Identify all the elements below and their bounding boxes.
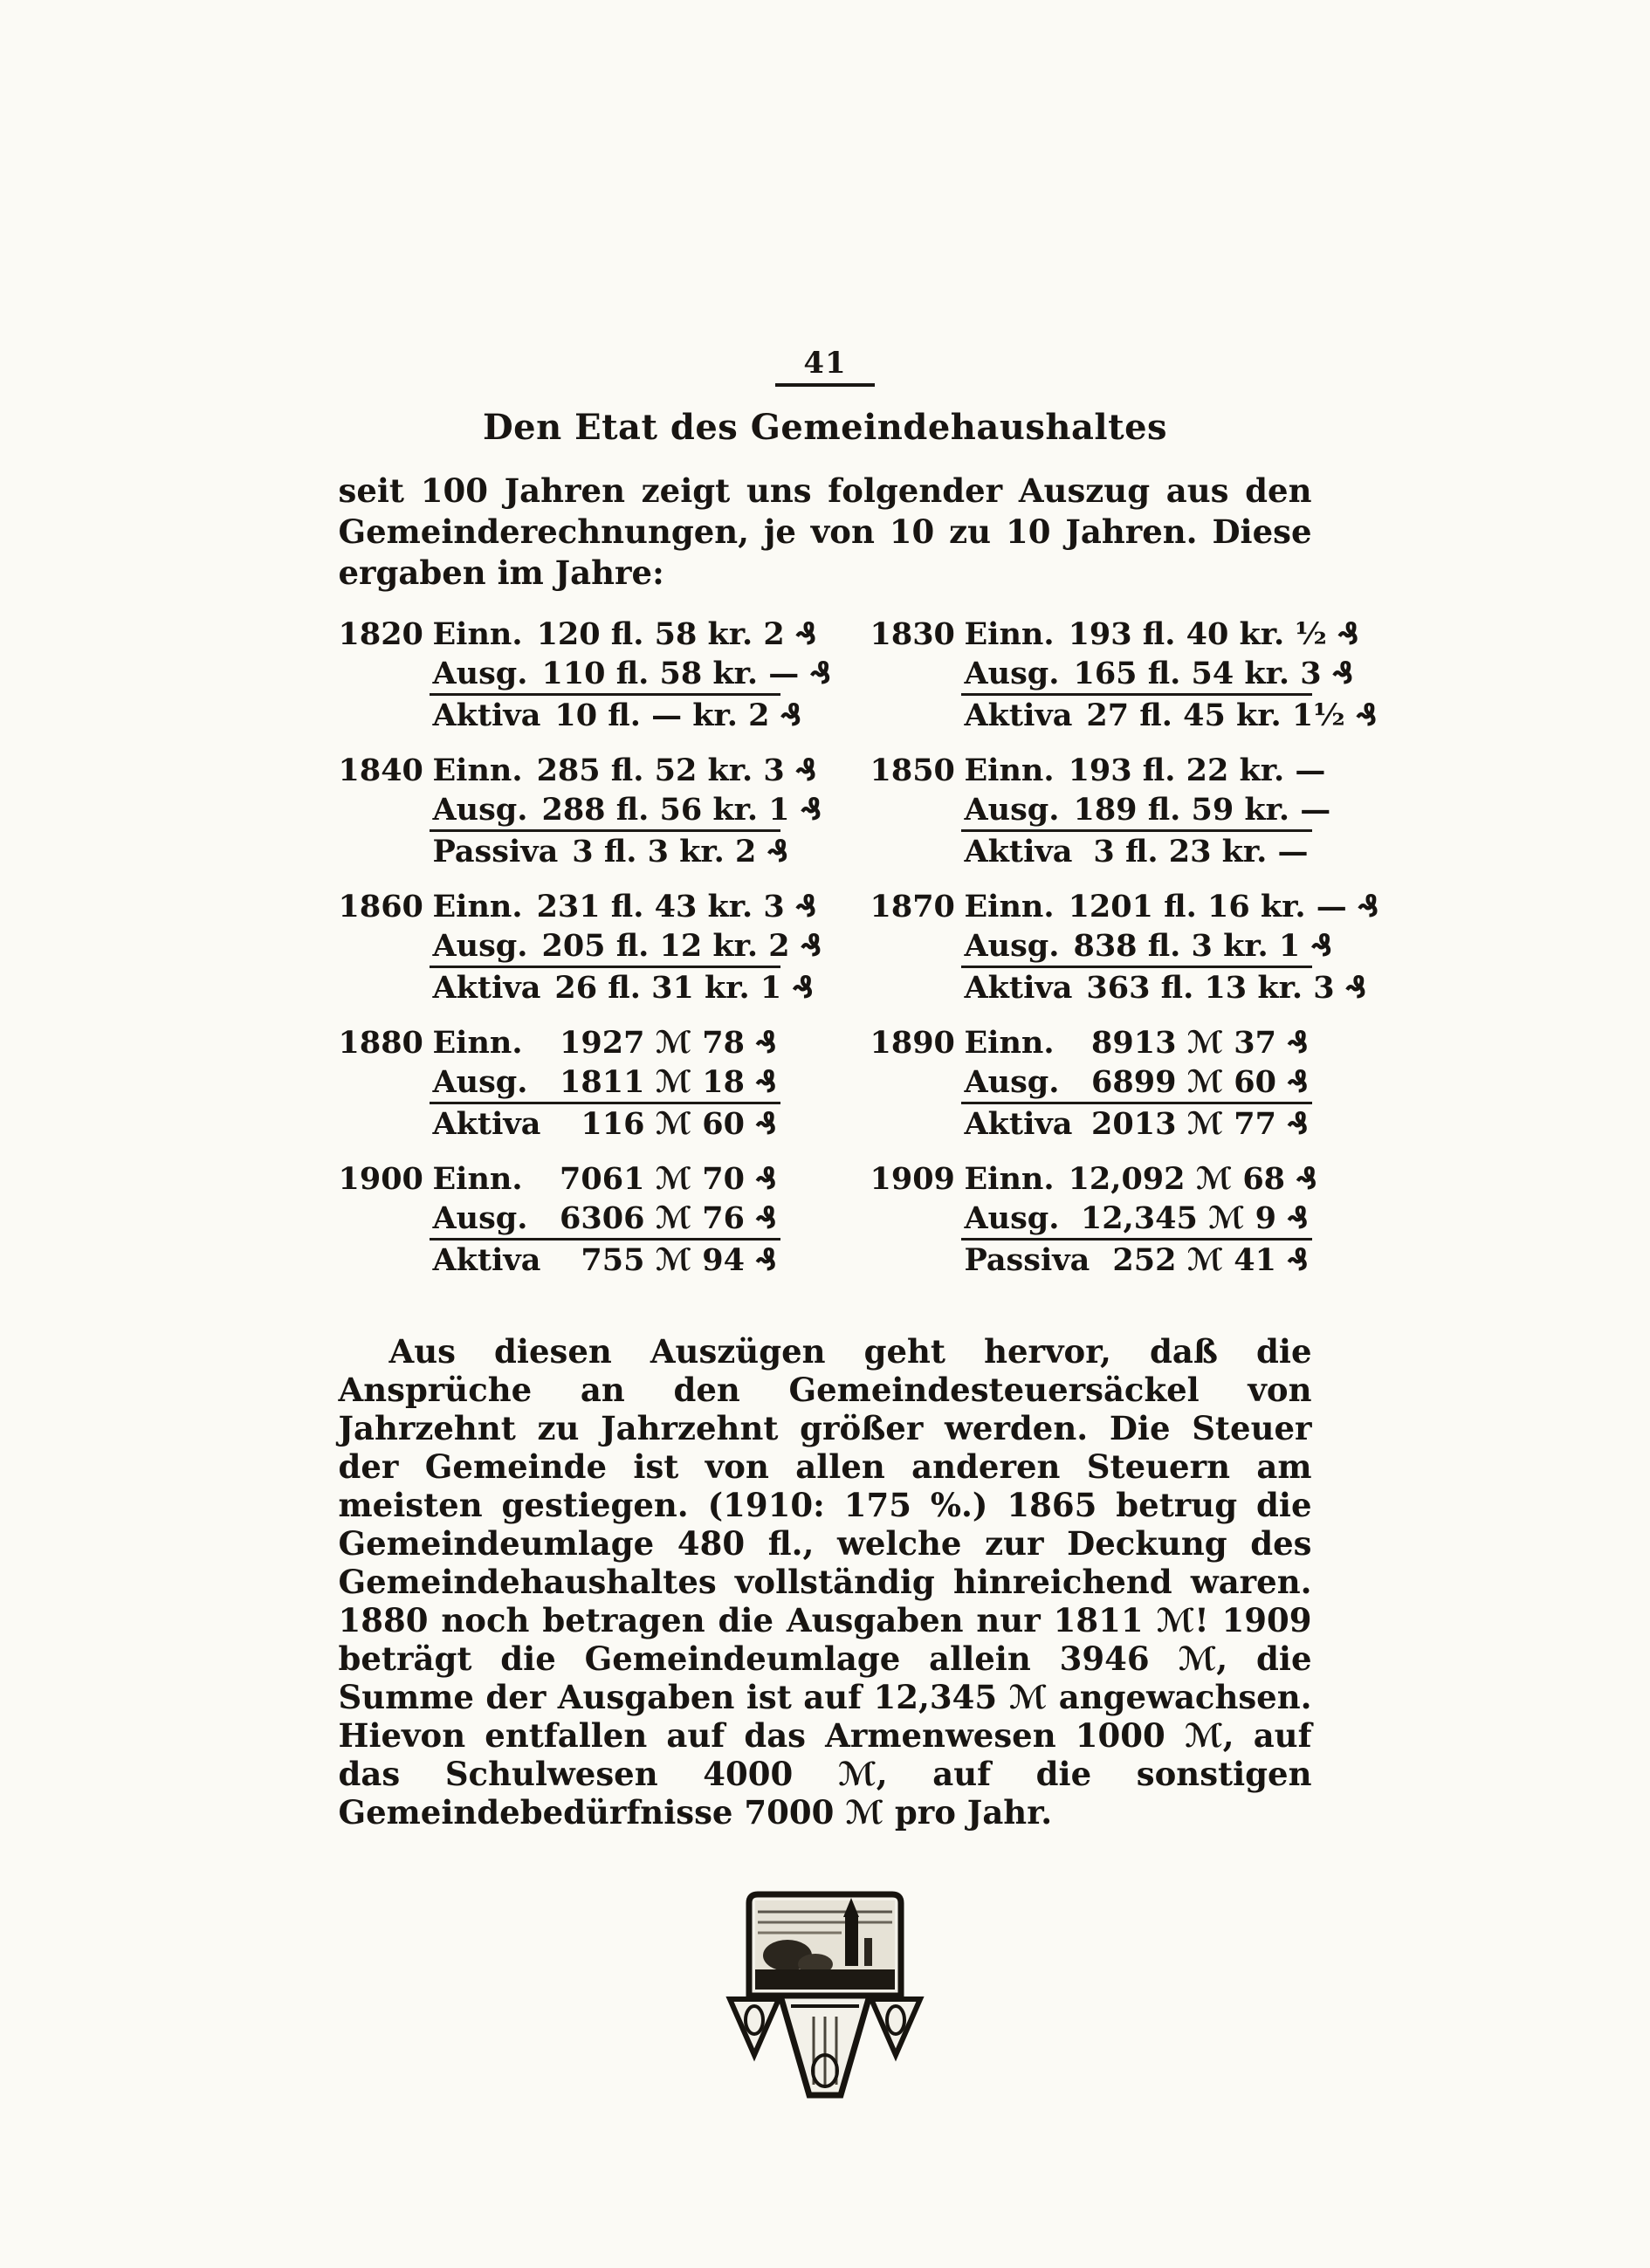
decade-block-1880 xyxy=(339,1023,780,1144)
table-row xyxy=(430,926,822,968)
table-column-right xyxy=(870,615,1379,1280)
table-row xyxy=(961,751,1326,790)
decade-block-1870 xyxy=(870,887,1379,1007)
table-row xyxy=(430,1159,780,1199)
table-row xyxy=(430,1104,780,1144)
table-row xyxy=(430,790,822,832)
row-value: 285 fl. 52 kr. 3 ₰ xyxy=(536,753,817,788)
row-value: 7061 ℳ 70 ₰ xyxy=(560,1161,777,1197)
table-row xyxy=(961,654,1354,696)
row-label: Einn. xyxy=(432,616,523,652)
table-row xyxy=(961,887,1379,926)
row-value: 193 fl. 40 kr. ½ ₰ xyxy=(1068,616,1359,652)
row-label: Ausg. xyxy=(964,1200,1060,1236)
row-label: Aktiva xyxy=(432,698,541,733)
decade-rows xyxy=(961,887,1379,1007)
table-row xyxy=(961,1159,1317,1199)
decade-year: 1860 xyxy=(338,889,423,924)
row-label: Ausg. xyxy=(432,656,528,691)
decade-block-1820 xyxy=(338,615,831,735)
decade-block-1890 xyxy=(870,1023,1312,1144)
table-row xyxy=(430,832,788,871)
table-row xyxy=(430,615,817,654)
row-label: Aktiva xyxy=(432,1242,541,1278)
row-label: Aktiva xyxy=(964,834,1073,869)
page-number-wrap xyxy=(339,346,1312,387)
decade-block-1860 xyxy=(338,887,822,1007)
row-label: Ausg. xyxy=(964,792,1060,828)
row-value: 363 fl. 13 kr. 3 ₰ xyxy=(1086,970,1367,1006)
row-value: 12,345 ℳ 9 ₰ xyxy=(1080,1200,1309,1236)
row-label: Ausg. xyxy=(964,1064,1060,1100)
decade-rows xyxy=(430,887,822,1007)
row-label: Ausg. xyxy=(964,928,1060,964)
row-value: 3 fl. 3 kr. 2 ₰ xyxy=(572,834,788,869)
page-title: Den Etat des Gemeindehaushaltes xyxy=(482,407,1168,448)
decade-rows xyxy=(961,615,1378,735)
decade-block-1909 xyxy=(870,1159,1317,1280)
row-value: 8913 ℳ 37 ₰ xyxy=(1091,1025,1309,1061)
table-row xyxy=(961,1199,1312,1241)
table-row xyxy=(430,887,817,926)
row-label: Einn. xyxy=(964,616,1055,652)
row-value: 26 fl. 31 kr. 1 ₰ xyxy=(554,970,814,1006)
row-label: Ausg. xyxy=(432,1200,528,1236)
row-value: 120 fl. 58 kr. 2 ₰ xyxy=(536,616,817,652)
body-paragraph: Aus diesen Auszügen geht hervor, daß die Ansprüche an den Gemeindesteuersäckel von Jahrzehnt zu Jahrzehnt größer werden. Die Steuer der Gemeinde ist von allen anderen Steuern am meisten gestiegen. (1910: 175 %.) 1865 betrug die Gemeindeumlage 480 fl., welche zur Deckung des Gemeindehaushaltes vollständig hinreichend waren. 1880 noch betragen die Ausgaben nur 1811 ℳ! 1909 beträgt die Gemeindeumlage allein 3946 ℳ, die Summe der Ausgaben ist auf 12,345 ℳ angewachsen. Hievon entfallen auf das Armenwesen 1000 ℳ, auf das Schulwesen 4000 ℳ, auf die sonstigen Gemeindebedürfnisse 7000 ℳ pro Jahr. xyxy=(338,1332,1312,1832)
row-value: 1927 ℳ 78 ₰ xyxy=(560,1025,777,1061)
row-label: Ausg. xyxy=(432,928,528,964)
row-value: 755 ℳ 94 ₰ xyxy=(581,1242,777,1278)
row-value: 1201 fl. 16 kr. — ₰ xyxy=(1068,889,1379,924)
table-row xyxy=(961,790,1331,832)
table-row xyxy=(430,654,831,696)
row-value: 288 fl. 56 kr. 1 ₰ xyxy=(541,792,822,828)
table-row xyxy=(961,696,1378,735)
budget-table xyxy=(338,615,1379,1280)
row-value: 10 fl. — kr. 2 ₰ xyxy=(554,698,802,733)
table-column-left xyxy=(338,615,831,1280)
decade-rows xyxy=(430,751,822,871)
row-value: 6306 ℳ 76 ₰ xyxy=(560,1200,777,1236)
decade-rows xyxy=(961,1159,1317,1280)
decade-year: 1830 xyxy=(870,616,955,652)
row-value: 6899 ℳ 60 ₰ xyxy=(1091,1064,1309,1100)
row-label: Ausg. xyxy=(432,1064,528,1100)
decade-year: 1870 xyxy=(870,889,955,924)
table-row xyxy=(430,751,817,790)
row-label: Aktiva xyxy=(432,1106,541,1142)
decade-year: 1880 xyxy=(338,1025,423,1061)
decade-year: 1890 xyxy=(870,1025,955,1061)
row-label: Aktiva xyxy=(432,970,541,1006)
row-label: Einn. xyxy=(432,753,523,788)
intro-text: seit 100 Jahren zeigt uns folgender Auszug aus den Gemeinderechnungen, je von 10 zu 10 Jahren. Diese ergaben im Jahre: xyxy=(338,471,1312,592)
vignette-woodcut-icon xyxy=(711,1887,939,2116)
row-value: 252 ℳ 41 ₰ xyxy=(1112,1242,1309,1278)
row-label: Einn. xyxy=(964,753,1055,788)
decade-rows xyxy=(961,1023,1312,1144)
row-value: 838 fl. 3 kr. 1 ₰ xyxy=(1073,928,1332,964)
row-value: 231 fl. 43 kr. 3 ₰ xyxy=(536,889,817,924)
row-label: Passiva xyxy=(432,834,559,869)
row-value: 1811 ℳ 18 ₰ xyxy=(560,1064,777,1100)
row-value: 2013 ℳ 77 ₰ xyxy=(1091,1106,1309,1142)
vignette-illustration xyxy=(711,1887,939,2116)
decade-rows xyxy=(430,1159,780,1280)
row-value: 205 fl. 12 kr. 2 ₰ xyxy=(541,928,822,964)
table-row xyxy=(430,968,814,1007)
table-row xyxy=(430,1023,780,1062)
table-row xyxy=(961,968,1367,1007)
decade-block-1850 xyxy=(870,751,1331,871)
row-label: Passiva xyxy=(964,1242,1090,1278)
row-value: 110 fl. 58 kr. — ₰ xyxy=(541,656,831,691)
row-label: Ausg. xyxy=(964,656,1060,691)
row-label: Einn. xyxy=(432,889,523,924)
table-row xyxy=(961,926,1332,968)
row-value: 116 ℳ 60 ₰ xyxy=(581,1106,777,1142)
decade-block-1900 xyxy=(339,1159,780,1280)
table-row xyxy=(430,1062,780,1104)
row-label: Einn. xyxy=(964,889,1055,924)
row-value: 27 fl. 45 kr. 1½ ₰ xyxy=(1086,698,1378,733)
row-label: Aktiva xyxy=(964,970,1073,1006)
row-value: 165 fl. 54 kr. 3 ₰ xyxy=(1073,656,1354,691)
row-label: Einn. xyxy=(964,1025,1055,1061)
decade-year: 1840 xyxy=(338,753,423,788)
page-number: 41 xyxy=(775,346,874,387)
decade-year: 1850 xyxy=(870,753,955,788)
row-value: 189 fl. 59 kr. — xyxy=(1073,792,1331,828)
decade-rows xyxy=(430,615,831,735)
table-row xyxy=(961,1241,1312,1280)
row-label: Einn. xyxy=(432,1161,523,1197)
decade-block-1830 xyxy=(870,615,1378,735)
table-row xyxy=(430,1241,780,1280)
row-value: 12,092 ℳ 68 ₰ xyxy=(1068,1161,1317,1197)
row-value: 3 fl. 23 kr. — xyxy=(1093,834,1309,869)
row-label: Einn. xyxy=(432,1025,523,1061)
decade-rows xyxy=(961,751,1331,871)
table-row xyxy=(961,1023,1312,1062)
row-label: Ausg. xyxy=(432,792,528,828)
decade-year: 1909 xyxy=(870,1161,955,1197)
decade-block-1840 xyxy=(338,751,822,871)
table-row xyxy=(430,1199,780,1241)
row-value: 193 fl. 22 kr. — xyxy=(1068,753,1326,788)
table-row xyxy=(961,1104,1312,1144)
table-row xyxy=(961,615,1359,654)
table-row xyxy=(961,1062,1312,1104)
decade-rows xyxy=(430,1023,780,1144)
decade-year: 1820 xyxy=(338,616,423,652)
row-label: Aktiva xyxy=(964,1106,1073,1142)
decade-year: 1900 xyxy=(338,1161,423,1197)
row-label: Aktiva xyxy=(964,698,1073,733)
row-label: Einn. xyxy=(964,1161,1055,1197)
table-row xyxy=(430,696,802,735)
book-page xyxy=(338,0,1379,2116)
table-row xyxy=(961,832,1312,871)
